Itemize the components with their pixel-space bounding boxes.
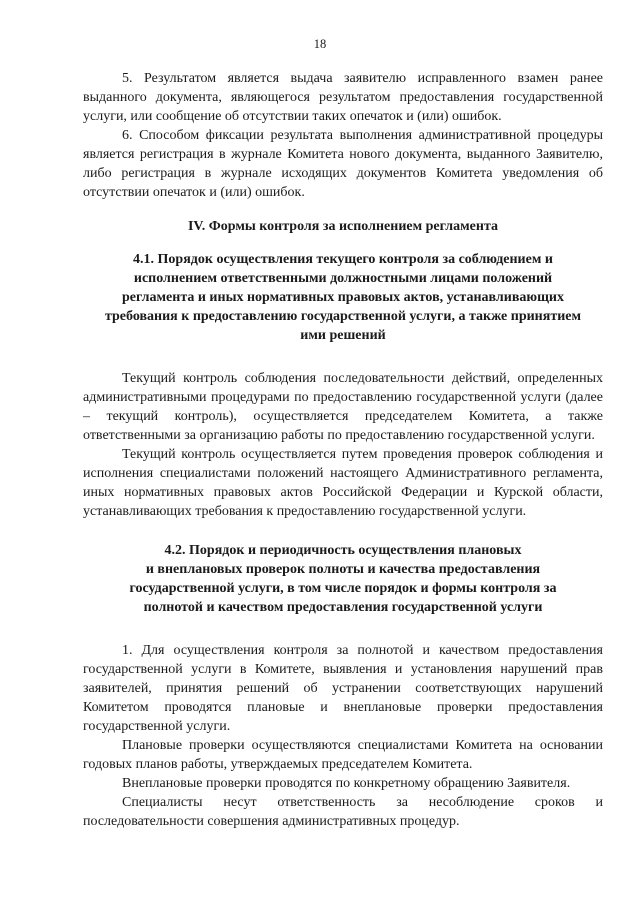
paragraph-unplanned-checks: Внеплановые проверки проводятся по конкретному обращению Заявителя.	[122, 776, 571, 791]
page-number: 18	[313, 37, 327, 51]
paragraph-fixation: 6. Способом фиксации результата выполнения административной процедуры является регистрация в журнале Комитета нового документа, выданного Заявителю, либо регистрация в журнале исходящих документов Комитета уведомления об отсутствии опечаток и (или) ошибок.	[83, 128, 603, 200]
subsection-1-title-line: требования к предоставлению государственной услуги, а также принятием	[104, 309, 582, 324]
paragraph-quality-control: 1. Для осуществления контроля за полнотой и качеством предоставления государственной услуги в Комитете, выявления и установления нарушений прав заявителей, принятия решений об устранении соответствующих нарушений Комитетом проводятся плановые и внеплановые проверки предоставления государственной услуги.	[83, 643, 603, 734]
document-body	[83, 69, 603, 831]
subsection-1-title-line: ими решений	[300, 328, 386, 343]
subsection-1-title-line: исполнением ответственными должностными лицами положений	[133, 271, 553, 286]
paragraph-current-control: Текущий контроль соблюдения последовательности действий, определенных административными процедурами по предоставлению государственной услуги (далее – текущий контроль), осуществляется председателем Комитета, а также ответственными за организацию работы по предоставлению государственной услуги.	[83, 371, 603, 443]
subsection-1-title-line: регламента и иных нормативных правовых актов, устанавливающих	[122, 290, 564, 305]
paragraph-result: 5. Результатом является выдача заявителю исправленного взамен ранее выданного документа, являющегося результатом предоставления государственной услуги, или сообщение об отсутствии таких опечаток и (или) ошибок.	[83, 71, 603, 124]
subsection-2-title-line: 4.2. Порядок и периодичность осуществления плановых	[164, 543, 522, 558]
subsection-2-title-line: полнотой и качеством предоставления государственной услуги	[143, 600, 543, 615]
paragraph-control-method: Текущий контроль осуществляется путем проведения проверок соблюдения и исполнения специалистами положений настоящего Административного регламента, иных нормативных правовых актов Российской Федерации и Курской области, устанавливающих требования к предоставлению государственной услуги.	[83, 447, 603, 519]
subsection-2-title	[83, 541, 603, 617]
subsection-1-title	[83, 250, 603, 345]
section-title: IV. Формы контроля за исполнением регламента	[187, 219, 499, 234]
subsection-2-title-line: и внеплановых проверок полноты и качества предоставления	[145, 562, 541, 577]
subsection-1-title-line: 4.1. Порядок осуществления текущего контроля за соблюдением и	[133, 252, 553, 267]
paragraph-planned-checks: Плановые проверки осуществляются специалистами Комитета на основании годовых планов работы, утверждаемых председателем Комитета.	[83, 738, 603, 772]
subsection-2-title-line: государственной услуги, в том числе порядок и формы контроля за	[129, 581, 557, 596]
paragraph-responsibility: Специалисты несут ответственность за несоблюдение сроков и последовательности совершения административных процедур.	[83, 795, 603, 829]
